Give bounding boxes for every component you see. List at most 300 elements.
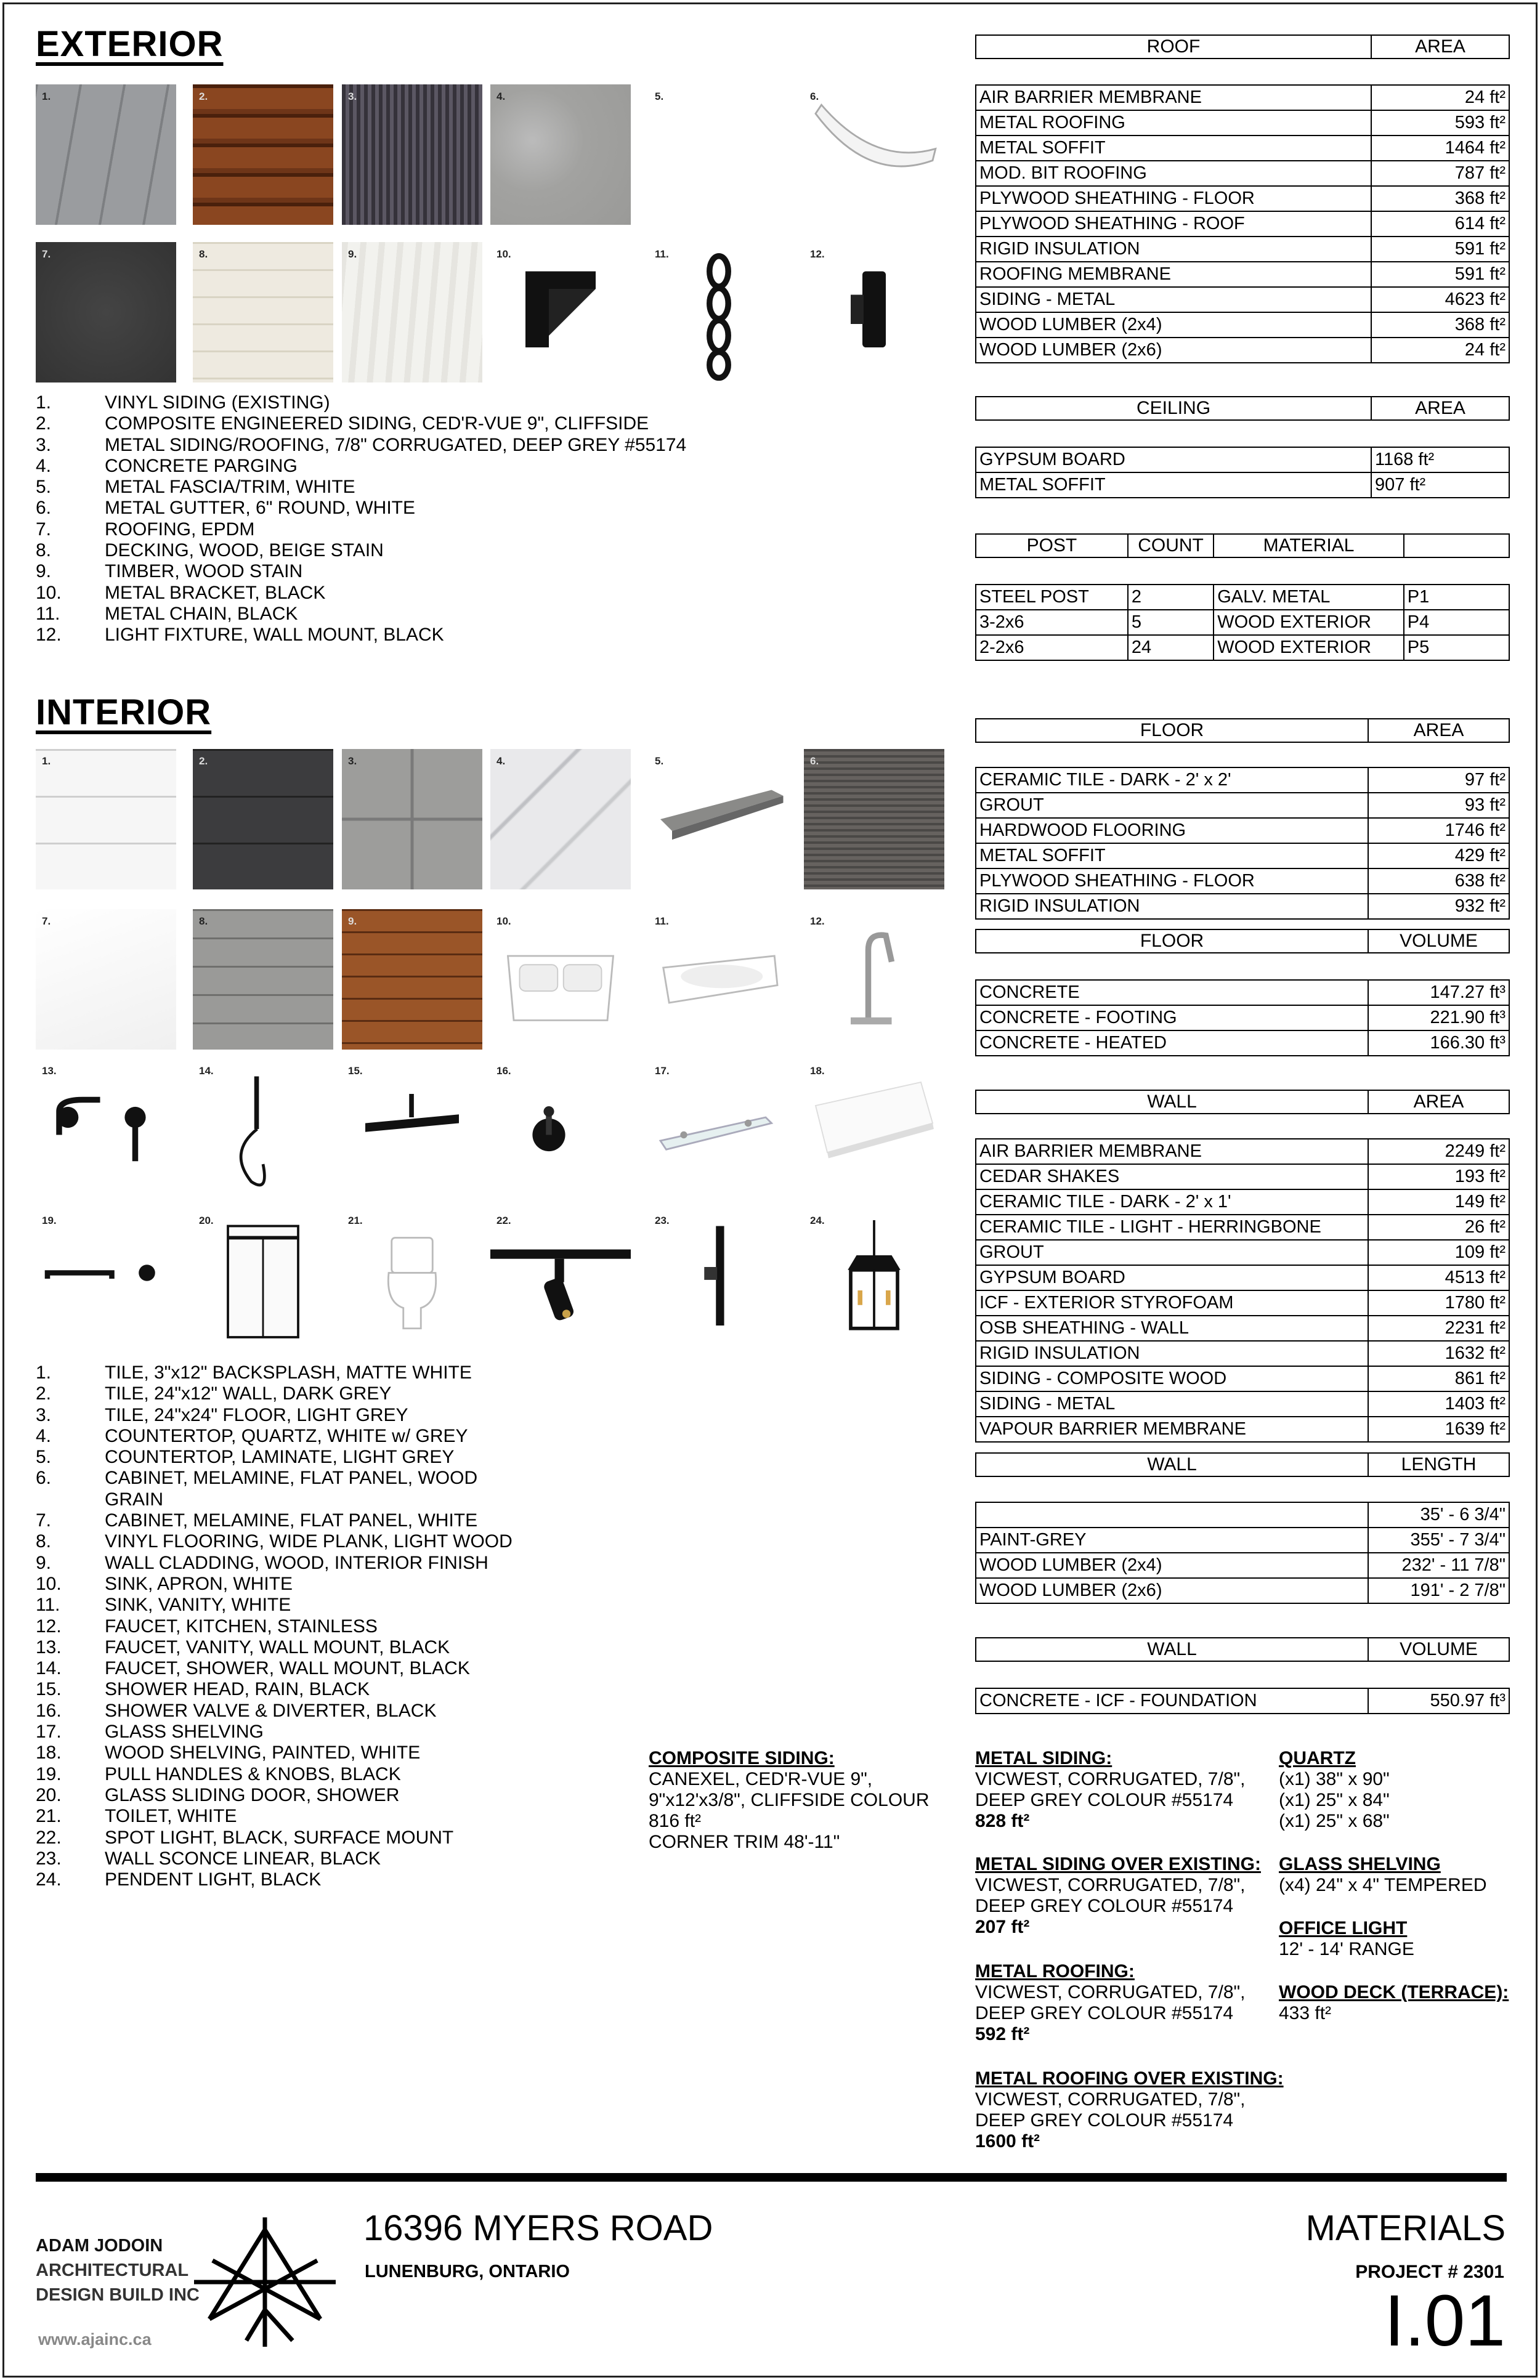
interior-heading: INTERIOR xyxy=(36,692,212,732)
column-header: POST xyxy=(976,535,1129,557)
list-item xyxy=(36,1595,513,1616)
list-text: WALL SCONCE LINEAR, BLACK xyxy=(105,1848,381,1869)
table-cell: WOOD EXTERIOR xyxy=(1214,610,1404,634)
list-number: 14. xyxy=(36,1658,62,1679)
list-item xyxy=(36,540,686,561)
swatch-number: 18. xyxy=(810,1065,825,1077)
column-header: COUNT xyxy=(1129,535,1214,557)
list-text: CONCRETE PARGING xyxy=(105,455,298,476)
table-cell: RIGID INSULATION xyxy=(976,894,1369,918)
table-row xyxy=(976,1528,1509,1553)
table-cell: WOOD LUMBER (2x6) xyxy=(976,1579,1369,1603)
table-cell: 2 xyxy=(1129,585,1214,609)
table-cell: 861 ft² xyxy=(1454,1369,1506,1388)
list-text: COUNTERTOP, QUARTZ, WHITE w/ GREY xyxy=(105,1425,468,1446)
table-cell: SIDING - METAL xyxy=(976,1392,1369,1416)
column-header: AREA xyxy=(1415,398,1465,418)
glass-shelving-note xyxy=(1279,1854,1525,1896)
material-swatch xyxy=(804,242,944,382)
wood-grain-melamine-texture-icon xyxy=(804,749,944,889)
column-header: MATERIAL xyxy=(1214,535,1404,557)
table-cell: CONCRETE - HEATED xyxy=(976,1031,1369,1055)
table-cell: WOOD EXTERIOR xyxy=(1214,636,1404,660)
swatch-number: 4. xyxy=(496,91,506,102)
table-row xyxy=(976,1417,1509,1443)
corrugated-metal-texture-icon xyxy=(342,84,482,225)
sheet-number: I.01 xyxy=(1384,2280,1506,2362)
table-row xyxy=(976,844,1509,869)
table-cell: WOOD LUMBER (2x6) xyxy=(976,338,1372,362)
table-cell: 2249 ft² xyxy=(1445,1141,1506,1161)
swatch-number: 13. xyxy=(42,1065,57,1077)
table-row xyxy=(976,1006,1509,1031)
list-item xyxy=(36,1701,513,1722)
list-text: VINYL FLOORING, WIDE PLANK, LIGHT WOOD xyxy=(105,1531,513,1552)
list-number: 1. xyxy=(36,392,52,413)
list-item xyxy=(36,1785,513,1806)
list-number: 18. xyxy=(36,1742,62,1763)
metal-roofing-note xyxy=(975,1961,1283,2045)
vanity-faucet-image-icon xyxy=(36,1059,176,1199)
table-cell: 2231 ft² xyxy=(1445,1318,1506,1338)
note-line: DEEP GREY COLOUR #55174 xyxy=(975,1896,1234,1916)
table-cell: GROUT xyxy=(976,1241,1369,1265)
swatch-number: 14. xyxy=(199,1065,214,1077)
table-cell: PAINT-GREY xyxy=(976,1528,1369,1552)
column-header: WALL xyxy=(976,1454,1369,1476)
table-row xyxy=(976,161,1509,187)
list-item xyxy=(36,1574,513,1595)
note-title: COMPOSITE SIDING: xyxy=(649,1748,835,1768)
note-line: (x1) 25" x 84" xyxy=(1279,1790,1390,1810)
table-row xyxy=(976,288,1509,313)
swatch-number: 9. xyxy=(348,248,357,260)
swatch-number: 16. xyxy=(496,1065,511,1077)
list-number: 7. xyxy=(36,1510,52,1531)
table-header xyxy=(975,1637,1510,1662)
list-number: 2. xyxy=(36,1383,52,1404)
list-text: PULL HANDLES & KNOBS, BLACK xyxy=(105,1763,401,1784)
swatch-number: 23. xyxy=(655,1215,670,1226)
table-cell: 429 ft² xyxy=(1454,846,1506,865)
table-cell: CERAMIC TILE - LIGHT - HERRINGBONE xyxy=(976,1215,1369,1239)
list-text: PENDENT LIGHT, BLACK xyxy=(105,1869,322,1890)
table-row xyxy=(976,1031,1509,1056)
table-cell: 787 ft² xyxy=(1454,163,1506,183)
table-cell: PLYWOOD SHEATHING - ROOF xyxy=(976,212,1372,236)
list-text: FAUCET, VANITY, WALL MOUNT, BLACK xyxy=(105,1637,450,1658)
table-row xyxy=(976,1266,1509,1291)
table-cell: P4 xyxy=(1407,612,1430,632)
table-cell: CONCRETE - FOOTING xyxy=(976,1006,1369,1030)
list-number: 20. xyxy=(36,1784,62,1805)
material-swatch xyxy=(342,1059,482,1199)
project-address: 16396 MYERS ROAD xyxy=(363,2208,713,2248)
table-cell: 355' - 7 3/4" xyxy=(1410,1530,1506,1550)
swatch-number: 7. xyxy=(42,915,51,927)
table-row xyxy=(976,894,1509,920)
list-text: WALL CLADDING, WOOD, INTERIOR FINISH xyxy=(105,1552,488,1573)
metal-siding-over-note xyxy=(975,1854,1283,1938)
table-cell: 614 ft² xyxy=(1454,214,1506,233)
list-number: 1. xyxy=(36,1362,52,1383)
note-line: DEEP GREY COLOUR #55174 xyxy=(975,2110,1234,2131)
list-text: VINYL SIDING (EXISTING) xyxy=(105,392,330,413)
list-number: 11. xyxy=(36,603,60,624)
list-item xyxy=(36,1447,513,1468)
pendant-light-image-icon xyxy=(804,1208,944,1349)
table-cell: 4623 ft² xyxy=(1445,289,1506,309)
table-header xyxy=(975,718,1510,743)
shower-faucet-image-icon xyxy=(193,1059,333,1199)
table-cell: 1403 ft² xyxy=(1445,1394,1506,1414)
list-text: TILE, 3"x12" BACKSPLASH, MATTE WHITE xyxy=(105,1362,472,1383)
timber-stain-texture-icon xyxy=(342,242,482,382)
list-text: SHOWER HEAD, RAIN, BLACK xyxy=(105,1679,370,1700)
list-item xyxy=(36,477,686,498)
note-line: DEEP GREY COLOUR #55174 xyxy=(975,2003,1234,2023)
swatch-number: 10. xyxy=(496,248,511,260)
table-cell: 24 ft² xyxy=(1464,87,1506,107)
table-cell: 907 ft² xyxy=(1375,475,1426,495)
column-header: AREA xyxy=(1413,1091,1464,1112)
table-cell: GROUT xyxy=(976,793,1369,817)
table-row xyxy=(976,212,1509,237)
table-cell: 109 ft² xyxy=(1454,1242,1506,1262)
light-grey-tile-texture-icon xyxy=(342,749,482,889)
list-item xyxy=(36,392,686,413)
note-line: 9"x12'x3/8", CLIFFSIDE COLOUR xyxy=(649,1790,930,1810)
material-swatch xyxy=(649,749,789,889)
list-item xyxy=(36,519,686,540)
table-row xyxy=(976,262,1509,288)
table-cell: GYPSUM BOARD xyxy=(976,448,1372,472)
table-cell: RIGID INSULATION xyxy=(976,1342,1369,1366)
table-body xyxy=(975,767,1510,920)
swatch-number: 1. xyxy=(42,755,51,767)
table-cell: 1746 ft² xyxy=(1445,820,1506,840)
round-gutter-image-icon xyxy=(804,84,944,225)
table-header xyxy=(975,1090,1510,1114)
list-text: TILE, 24"x12" WALL, DARK GREY xyxy=(105,1383,392,1404)
table-row xyxy=(976,819,1509,844)
table-row xyxy=(976,448,1509,473)
wood-shelf-image-icon xyxy=(804,1059,944,1199)
table-row xyxy=(976,610,1509,636)
exterior-heading: EXTERIOR xyxy=(36,24,224,64)
note-line: VICWEST, CORRUGATED, 7/8", xyxy=(975,1982,1246,2002)
quartz-marble-texture-icon xyxy=(490,749,631,889)
list-text: DECKING, WOOD, BEIGE STAIN xyxy=(105,540,384,561)
kitchen-faucet-image-icon xyxy=(804,909,944,1050)
list-number: 17. xyxy=(36,1722,62,1742)
material-swatch xyxy=(804,1059,944,1199)
table-cell: 368 ft² xyxy=(1454,315,1506,334)
swatch-number: 6. xyxy=(810,755,819,767)
table-cell: 550.97 ft³ xyxy=(1430,1691,1506,1710)
swatch-number: 21. xyxy=(348,1215,363,1226)
table-cell: 193 ft² xyxy=(1454,1167,1506,1186)
list-item xyxy=(36,583,686,604)
table-cell: 24 xyxy=(1129,636,1214,660)
material-swatch xyxy=(649,1208,789,1349)
table-row xyxy=(976,1316,1509,1342)
spot-light-image-icon xyxy=(490,1208,631,1349)
table-cell: ICF - EXTERIOR STYROFOAM xyxy=(976,1291,1369,1315)
list-item xyxy=(36,1489,513,1510)
column-header: FLOOR xyxy=(976,719,1369,742)
table-cell: 221.90 ft³ xyxy=(1430,1008,1506,1027)
list-item xyxy=(36,1679,513,1700)
table-cell: CEDAR SHAKES xyxy=(976,1165,1369,1189)
list-text: LIGHT FIXTURE, WALL MOUNT, BLACK xyxy=(105,625,444,646)
table-cell: PLYWOOD SHEATHING - FLOOR xyxy=(976,869,1369,893)
list-number: 12. xyxy=(36,1616,62,1637)
list-text: SHOWER VALVE & DIVERTER, BLACK xyxy=(105,1700,437,1721)
project-city: LUNENBURG, ONTARIO xyxy=(365,2262,570,2281)
metal-bracket-image-icon xyxy=(490,242,631,382)
table-row xyxy=(976,1392,1509,1417)
list-text: CABINET, MELAMINE, FLAT PANEL, WHITE xyxy=(105,1510,478,1531)
table-cell: PLYWOOD SHEATHING - FLOOR xyxy=(976,187,1372,211)
swatch-number: 4. xyxy=(496,755,506,767)
table-body xyxy=(975,1138,1510,1443)
table-row xyxy=(976,1342,1509,1367)
list-item xyxy=(36,1827,513,1848)
table-cell: 368 ft² xyxy=(1454,188,1506,208)
list-number: 21. xyxy=(36,1806,62,1827)
material-swatch xyxy=(490,1208,631,1349)
list-text: SINK, APRON, WHITE xyxy=(105,1573,293,1594)
table-row xyxy=(976,1215,1509,1241)
vinyl-siding-texture-icon xyxy=(36,84,176,225)
interior-material-list xyxy=(36,1362,513,1890)
metal-siding-note xyxy=(975,1748,1283,1832)
list-item xyxy=(36,435,686,456)
list-text: GLASS SLIDING DOOR, SHOWER xyxy=(105,1784,400,1805)
list-number: 19. xyxy=(36,1763,62,1784)
list-number: 4. xyxy=(36,1425,52,1446)
list-text: TIMBER, WOOD STAIN xyxy=(105,561,303,582)
table-cell: AIR BARRIER MEMBRANE xyxy=(976,1139,1369,1164)
note-line: (x1) 25" x 68" xyxy=(1279,1811,1390,1831)
material-swatch xyxy=(804,1208,944,1349)
list-item xyxy=(36,1426,513,1447)
swatch-number: 1. xyxy=(42,91,51,102)
table-row xyxy=(976,338,1509,363)
list-item xyxy=(36,1848,513,1869)
column-header: WALL xyxy=(976,1091,1369,1113)
note-line: 828 ft² xyxy=(975,1811,1030,1831)
white-subway-tile-texture-icon xyxy=(36,749,176,889)
list-item xyxy=(36,1742,513,1763)
note-title: OFFICE LIGHT xyxy=(1279,1918,1408,1938)
list-number: 6. xyxy=(36,498,52,519)
glass-shelf-image-icon xyxy=(649,1059,789,1199)
table-body xyxy=(975,447,1510,498)
table-row xyxy=(976,1139,1509,1165)
table-cell: GYPSUM BOARD xyxy=(976,1266,1369,1290)
note-line: 433 ft² xyxy=(1279,2003,1332,2023)
list-number: 11. xyxy=(36,1595,60,1616)
column-header: CEILING xyxy=(976,397,1372,419)
list-number: 24. xyxy=(36,1869,62,1890)
table-cell: 4513 ft² xyxy=(1445,1268,1506,1287)
table-row xyxy=(976,1190,1509,1215)
swatch-number: 20. xyxy=(199,1215,214,1226)
note-title: METAL SIDING OVER EXISTING: xyxy=(975,1854,1261,1874)
table-cell xyxy=(976,1503,1369,1527)
project-number: PROJECT # 2301 xyxy=(1355,2262,1504,2282)
list-item xyxy=(36,604,686,625)
note-line: 592 ft² xyxy=(975,2024,1030,2044)
table-body xyxy=(975,584,1510,661)
decking-beige-texture-icon xyxy=(193,242,333,382)
table-header xyxy=(975,1452,1510,1477)
note-line: VICWEST, CORRUGATED, 7/8", xyxy=(975,2089,1246,2110)
table-cell: CERAMIC TILE - DARK - 2' x 2' xyxy=(976,768,1369,792)
list-number: 3. xyxy=(36,1404,52,1425)
list-number: 6. xyxy=(36,1468,52,1489)
swatch-number: 12. xyxy=(810,248,825,260)
material-swatch xyxy=(804,909,944,1050)
list-item xyxy=(36,1531,513,1552)
table-cell: CONCRETE - ICF - FOUNDATION xyxy=(976,1689,1369,1713)
list-number: 10. xyxy=(36,582,62,603)
column-header: ROOF xyxy=(976,36,1372,58)
table-cell: 26 ft² xyxy=(1464,1217,1506,1237)
office-light-note xyxy=(1279,1918,1525,1960)
table-cell: 166.30 ft³ xyxy=(1430,1033,1506,1053)
table-row xyxy=(976,1165,1509,1190)
table-cell: STEEL POST xyxy=(976,585,1129,609)
material-swatch xyxy=(490,1059,631,1199)
note-line: (x4) 24" x 4" TEMPERED xyxy=(1279,1875,1487,1895)
metal-chain-image-icon xyxy=(649,242,789,382)
list-item xyxy=(36,1362,513,1383)
material-swatch xyxy=(36,1059,176,1199)
table-row xyxy=(976,187,1509,212)
note-title: WOOD DECK (TERRACE): xyxy=(1279,1982,1509,2002)
column-header: VOLUME xyxy=(1400,931,1478,951)
list-item xyxy=(36,1468,513,1489)
table-body xyxy=(975,979,1510,1056)
website-link[interactable]: www.ajainc.ca xyxy=(38,2330,152,2349)
company-line: DESIGN BUILD INC xyxy=(36,2285,200,2305)
shower-valve-image-icon xyxy=(490,1059,631,1199)
company-line: ARCHITECTURAL xyxy=(36,2261,189,2280)
wood-deck-note xyxy=(1279,1982,1531,2024)
table-row xyxy=(976,111,1509,136)
list-text: METAL BRACKET, BLACK xyxy=(105,582,326,603)
list-text: COUNTERTOP, LAMINATE, LIGHT GREY xyxy=(105,1447,455,1468)
note-line: 12' - 14' RANGE xyxy=(1279,1939,1414,1959)
table-cell: 1632 ft² xyxy=(1445,1343,1506,1363)
swatch-number: 7. xyxy=(42,248,51,260)
list-item xyxy=(36,1764,513,1785)
swatch-number: 19. xyxy=(42,1215,57,1226)
note-line: 207 ft² xyxy=(975,1917,1030,1937)
list-item xyxy=(36,413,686,434)
list-text: GRAIN xyxy=(105,1489,164,1510)
wood-composite-siding-texture-icon xyxy=(193,84,333,225)
table-row xyxy=(976,1291,1509,1316)
column-header: LENGTH xyxy=(1401,1454,1477,1475)
epdm-roofing-texture-icon xyxy=(36,242,176,382)
table-cell: RIGID INSULATION xyxy=(976,237,1372,261)
company-name xyxy=(36,2233,200,2307)
toilet-image-icon xyxy=(342,1208,482,1349)
table-cell: 5 xyxy=(1129,610,1214,634)
note-line: DEEP GREY COLOUR #55174 xyxy=(975,1790,1234,1810)
list-text: FAUCET, KITCHEN, STAINLESS xyxy=(105,1616,378,1637)
table-row xyxy=(976,585,1509,610)
column-header: VOLUME xyxy=(1400,1639,1478,1659)
vanity-sink-image-icon xyxy=(649,909,789,1050)
table-cell: P5 xyxy=(1407,638,1430,657)
note-line: CANEXEL, CED'R-VUE 9", xyxy=(649,1769,873,1789)
table-cell: OSB SHEATHING - WALL xyxy=(976,1316,1369,1340)
note-line: 1600 ft² xyxy=(975,2131,1040,2151)
list-number: 12. xyxy=(36,625,62,646)
list-text: SINK, VANITY, WHITE xyxy=(105,1595,291,1616)
laminate-countertop-image-icon xyxy=(649,749,789,889)
column-header: AREA xyxy=(1415,36,1465,57)
table-row xyxy=(976,237,1509,262)
list-text: COMPOSITE ENGINEERED SIDING, CED'R-VUE 9", CLIFFSIDE xyxy=(105,413,649,434)
list-number: 7. xyxy=(36,519,52,540)
column-header: AREA xyxy=(1413,720,1464,740)
swatch-number: 22. xyxy=(496,1215,511,1226)
sheet-title: MATERIALS xyxy=(1305,2208,1506,2248)
list-number: 22. xyxy=(36,1827,62,1848)
swatch-number: 24. xyxy=(810,1215,825,1226)
table-cell: CERAMIC TILE - DARK - 2' x 1' xyxy=(976,1190,1369,1214)
list-item xyxy=(36,625,686,646)
table-body xyxy=(975,1688,1510,1714)
table-row xyxy=(976,981,1509,1006)
composite-siding-note xyxy=(649,1748,969,1853)
material-swatch xyxy=(193,1208,333,1349)
swatch-number: 11. xyxy=(655,915,669,927)
rain-shower-head-image-icon xyxy=(342,1059,482,1199)
dark-grey-tile-texture-icon xyxy=(193,749,333,889)
table-cell: METAL SOFFIT xyxy=(976,473,1372,497)
table-row xyxy=(976,1689,1509,1714)
quartz-note xyxy=(1279,1748,1525,1832)
list-item xyxy=(36,1658,513,1679)
list-item xyxy=(36,1405,513,1426)
table-cell: METAL SOFFIT xyxy=(976,136,1372,160)
note-line: VICWEST, CORRUGATED, 7/8", xyxy=(975,1769,1246,1789)
material-swatch xyxy=(36,1208,176,1349)
table-cell: METAL SOFFIT xyxy=(976,844,1369,868)
list-number: 8. xyxy=(36,1531,52,1552)
footer-rule xyxy=(36,2173,1507,2182)
metal-fascia-white-icon xyxy=(649,84,789,225)
note-title: GLASS SHELVING xyxy=(1279,1854,1441,1874)
table-cell: CONCRETE xyxy=(976,981,1369,1005)
table-cell: 149 ft² xyxy=(1454,1192,1506,1212)
list-item xyxy=(36,456,686,477)
table-row xyxy=(976,768,1509,793)
swatch-number: 5. xyxy=(655,91,664,102)
note-title: METAL ROOFING: xyxy=(975,1961,1135,1981)
concrete-parging-texture-icon xyxy=(490,84,631,225)
table-cell: 1464 ft² xyxy=(1445,138,1506,158)
list-text: TOILET, WHITE xyxy=(105,1806,237,1827)
table-cell: WOOD LUMBER (2x4) xyxy=(976,1553,1369,1577)
